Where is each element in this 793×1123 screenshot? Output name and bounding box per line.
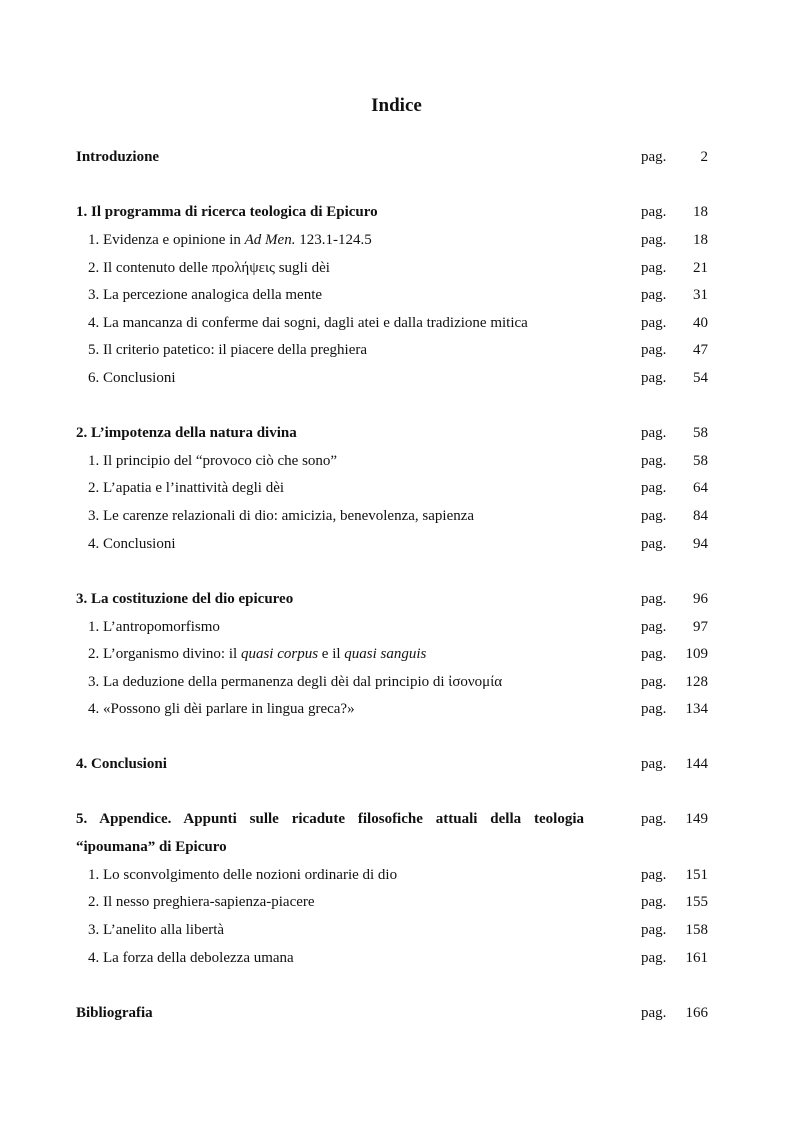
page-number: 54 [693, 370, 708, 386]
page-label: pag. [641, 811, 667, 827]
toc-chapter-3[interactable] [76, 589, 708, 609]
page-label: pag. [641, 674, 667, 690]
toc-section-3-1[interactable] [76, 617, 708, 637]
page-label: pag. [641, 287, 667, 303]
page-label: pag. [641, 922, 667, 938]
toc-section-3-2[interactable] [76, 644, 708, 664]
page-label: pag. [641, 950, 667, 966]
entry-title: 2. L’impotenza della natura divina [76, 425, 297, 441]
page-number: 21 [693, 260, 708, 276]
toc-chapter-introduzione[interactable] [76, 147, 708, 167]
page-number: 58 [693, 425, 708, 441]
page-number: 18 [693, 204, 708, 220]
toc-section-3-4[interactable] [76, 699, 708, 719]
toc-section-1-1[interactable] [76, 230, 708, 250]
entry-title: 4. Conclusioni [88, 536, 176, 552]
page-number: 94 [693, 536, 708, 552]
page-label: pag. [641, 232, 667, 248]
page-label: pag. [641, 894, 667, 910]
page-number: 158 [685, 922, 708, 938]
page-label: pag. [641, 536, 667, 552]
entry-title: 1. Il programma di ricerca teologica di Epicuro [76, 204, 378, 220]
entry-title: 6. Conclusioni [88, 370, 176, 386]
page-number: 97 [693, 619, 708, 635]
toc-section-5-4[interactable] [76, 948, 708, 968]
toc-section-1-3[interactable] [76, 285, 708, 305]
entry-title: 2. Il nesso preghiera-sapienza-piacere [88, 894, 315, 910]
page-number: 40 [693, 315, 708, 331]
page-number: 166 [685, 1005, 708, 1021]
page-number: 149 [685, 811, 708, 827]
toc-chapter-5[interactable] [76, 809, 708, 857]
entry-title: 4. La mancanza di conferme dai sogni, dagli atei e dalla tradizione mitica [88, 315, 528, 331]
page-number: 161 [685, 950, 708, 966]
entry-title: 1. Lo sconvolgimento delle nozioni ordinarie di dio [88, 867, 398, 883]
toc-section-1-2[interactable] [76, 258, 708, 278]
toc-section-3-3[interactable] [76, 672, 708, 692]
page-label: pag. [641, 619, 667, 635]
entry-title: 5. Appendice. Appunti sulle ricadute filosofiche attuali della teologia “ipoumana” di Epicuro [76, 811, 584, 855]
page-label: pag. [641, 149, 667, 165]
entry-title: 3. La deduzione della permanenza degli dèi dal principio di ἰσονομία [88, 674, 503, 690]
toc-section-5-3[interactable] [76, 920, 708, 940]
page-number: 2 [700, 149, 708, 165]
page-number: 134 [685, 701, 708, 717]
page-label: pag. [641, 315, 667, 331]
entry-title: 3. L’anelito alla libertà [88, 922, 225, 938]
page-number: 144 [685, 756, 708, 772]
entry-title: 1. Il principio del “provoco ciò che sono” [88, 453, 338, 469]
toc-chapter-2[interactable] [76, 423, 708, 443]
page-number: 155 [685, 894, 708, 910]
page-number: 64 [693, 480, 708, 496]
toc-bibliografia[interactable] [76, 1003, 708, 1023]
toc-section-2-4[interactable] [76, 534, 708, 554]
page-number: 109 [685, 646, 708, 662]
page-label: pag. [641, 425, 667, 441]
page-label: pag. [641, 867, 667, 883]
entry-title: 4. Conclusioni [76, 756, 167, 772]
toc-chapter-1[interactable] [76, 202, 708, 222]
page-label: pag. [641, 1005, 667, 1021]
toc-section-1-5[interactable] [76, 340, 708, 360]
page-label: pag. [641, 342, 667, 358]
entry-title: 1. L’antropomorfismo [88, 619, 220, 635]
page-title: Indice [371, 95, 422, 116]
page-label: pag. [641, 204, 667, 220]
entry-title: 3. Le carenze relazionali di dio: amicizia, benevolenza, sapienza [88, 508, 475, 524]
page-label: pag. [641, 453, 667, 469]
entry-title: 4. La forza della debolezza umana [88, 950, 294, 966]
page-label: pag. [641, 508, 667, 524]
page-label: pag. [641, 370, 667, 386]
entry-title-italic: quasi sanguis [344, 646, 427, 662]
page-label: pag. [641, 756, 667, 772]
entry-title: 3. La percezione analogica della mente [88, 287, 323, 303]
entry-title: 2. L’organismo divino: il quasi corpus e il quasi sanguis [88, 646, 427, 662]
entry-title: 3. La costituzione del dio epicureo [76, 591, 294, 607]
page-label: pag. [641, 260, 667, 276]
page-number: 151 [685, 867, 708, 883]
page-label: pag. [641, 591, 667, 607]
toc-section-2-2[interactable] [76, 478, 708, 498]
page-number: 84 [693, 508, 708, 524]
entry-title-italic: Ad Men. [244, 232, 296, 248]
entry-title-italic: quasi corpus [240, 646, 319, 662]
entry-title: 2. Il contenuto delle προλήψεις sugli dèi [88, 260, 330, 276]
toc-section-1-6[interactable] [76, 368, 708, 388]
entry-title: 2. L’apatia e l’inattività degli dèi [88, 480, 285, 496]
page-number: 31 [693, 287, 708, 303]
page-number: 47 [693, 342, 708, 358]
toc-chapter-4[interactable] [76, 754, 708, 774]
greek-term: ἰσονομία [448, 674, 503, 690]
page-number: 128 [685, 674, 708, 690]
entry-title: 1. Evidenza e opinione in Ad Men. 123.1-124.5 [88, 232, 372, 248]
toc-section-5-2[interactable] [76, 892, 708, 912]
page-label: pag. [641, 480, 667, 496]
toc-section-1-4[interactable] [76, 313, 708, 333]
greek-term: προλήψεις [211, 260, 275, 276]
entry-title: Introduzione [76, 149, 160, 165]
page-number: 58 [693, 453, 708, 469]
page-label: pag. [641, 701, 667, 717]
entry-title: 4. «Possono gli dèi parlare in lingua greca?» [88, 701, 355, 717]
toc-section-2-3[interactable] [76, 506, 708, 526]
entry-title: Bibliografia [76, 1005, 153, 1021]
page-number: 96 [693, 591, 708, 607]
entry-title: 5. Il criterio patetico: il piacere della preghiera [88, 342, 368, 358]
toc-section-2-1[interactable] [76, 451, 708, 471]
page-number: 18 [693, 232, 708, 248]
toc-section-5-1[interactable] [76, 865, 708, 885]
page-label: pag. [641, 646, 667, 662]
